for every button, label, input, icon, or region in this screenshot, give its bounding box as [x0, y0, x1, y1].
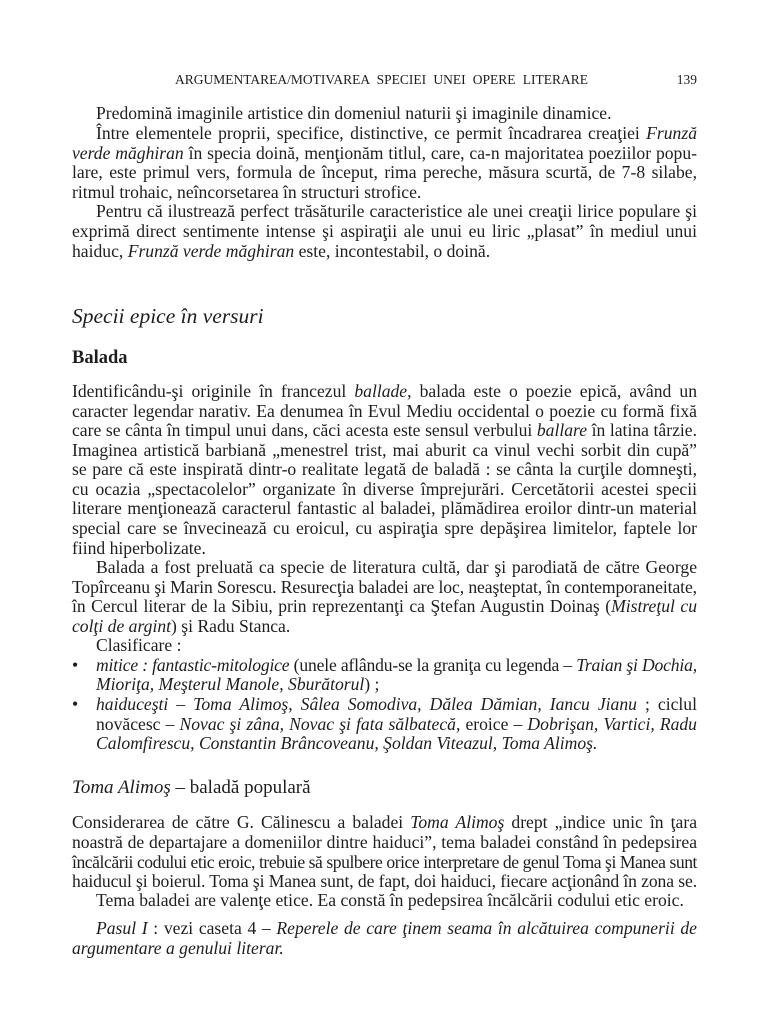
text-run: ) ;	[364, 674, 380, 695]
italic-text-run: mitice : fantastic-mitologice	[96, 654, 290, 675]
body-line	[96, 635, 697, 655]
italic-text-run: Pasul I	[96, 918, 148, 938]
section-heading: Specii epice în versuri	[72, 304, 264, 328]
body-line	[96, 918, 697, 938]
body-line	[96, 557, 697, 577]
list-item-line	[96, 674, 697, 694]
body-line	[72, 577, 697, 597]
italic-text-run: Mioriţa, Meşterul Manole, Sburătorul	[96, 674, 365, 695]
text-run: haiducul şi boierul. Toma şi Manea sunt, de fapt, doi haiduci, fiecare acţionând în zona se.	[72, 871, 697, 891]
italic-text-run: Calomfirescu, Constantin Brâncoveanu, Şoldan Viteazul, Toma Alimoş.	[96, 733, 598, 754]
text-run: literare menţionează caracterul fantastic al baladei, plămădirea eroilor dintr-un material	[72, 498, 697, 519]
body-line	[72, 381, 697, 401]
body-line	[72, 852, 697, 872]
text-run: : vezi caseta 4 –	[147, 918, 277, 938]
text-run: este, incontestabil, o doină.	[294, 241, 491, 261]
body-line	[96, 201, 697, 221]
text-run: Pentru că ilustrează perfect trăsăturile caracteristice ale unei creaţii lirice populare şi	[96, 201, 697, 221]
text-run: Balada a fost preluată ca specie de literatura cultă, dar şi parodiată de către George	[96, 557, 697, 577]
running-header-title: ARGUMENTAREA/MOTIVAREA SPECIEI UNEI OPERE LITERARE	[175, 72, 588, 87]
text-run: eroice	[460, 713, 514, 734]
body-line	[72, 162, 697, 182]
page-number: 139	[676, 72, 697, 87]
text-run: în latina târzie.	[587, 420, 697, 441]
list-item-line	[96, 714, 697, 734]
body-line	[72, 871, 697, 891]
text-run: se pare că este inspirată dintr-o realitate legată de baladă : se cânta la curţile domneşti,	[72, 459, 697, 480]
text-run: care se cânta în timpul unui dans, căci acesta este sensul verbului	[72, 420, 537, 441]
text-run: Topîrceanu şi Marin Sorescu. Resurecţia baladei are loc, neaşteptat, în contemporaneitate,	[72, 576, 697, 597]
text-run: novăcesc	[96, 713, 166, 734]
body-line	[72, 143, 697, 163]
italic-text-run: Toma Alimoş	[72, 777, 171, 798]
text-run: Identificându-şi originile în francezul	[72, 381, 355, 401]
body-line	[96, 103, 697, 123]
italic-text-run: Frunză	[646, 123, 697, 143]
body-line	[72, 241, 697, 261]
italic-text-run: ballare	[536, 420, 588, 441]
body-line	[72, 596, 697, 616]
body-line	[72, 812, 697, 832]
italic-text-run: argumentare a genului literar.	[72, 938, 284, 958]
text-run: fiind hiperbolizate.	[72, 537, 206, 558]
text-run: noastră de departajare a domeniilor dintre haiduci”, tema baladei constând în pedepsirea	[72, 832, 697, 852]
body-line	[72, 440, 697, 460]
text-run: (unele aflându-se la graniţa cu legenda –	[289, 654, 577, 675]
text-run: lare, este primul vers, formula de început, rima pereche, măsura scurtă, de 7-8 silabe,	[72, 162, 697, 182]
text-run: Predomină imaginile artistice din domeniul naturii şi imaginile dinamice.	[96, 103, 612, 123]
text-run: Tema baladei are valenţe etice. Ea constă în pedepsirea încălcării codului etic eroic.	[96, 890, 684, 910]
text-run: cu ocazia „spectacolelor” organizate în diverse împrejurări. Cercetătorii acestei specii	[72, 478, 697, 499]
text-run: ; ciclul	[636, 694, 697, 714]
text-run: , balada este o poezie epică, având un	[407, 381, 697, 401]
text-run: exprimă direct sentimente intense şi aspiraţii ale unui eu liric „plasat” în mediul unui	[72, 221, 697, 241]
body-line	[72, 459, 697, 479]
italic-text-run: Mistreţul cu	[611, 596, 697, 617]
body-line	[72, 616, 697, 636]
text-run: Considerarea de către G. Călinescu a baladei	[72, 812, 411, 832]
list-item	[96, 655, 697, 675]
body-line	[72, 401, 697, 421]
italic-text-run: Traian şi Dochia,	[576, 654, 697, 675]
italic-text-run: verde măghiran	[72, 143, 184, 163]
body-line	[72, 420, 697, 440]
text-run: ) şi Radu Stanca.	[171, 615, 291, 636]
subsection-heading: Balada	[72, 348, 128, 368]
italic-text-run: haiduceşti – Toma Alimoş, Sâlea Somodiva, Dălea Dămian, Iancu Jianu	[96, 694, 637, 714]
body-line	[72, 182, 697, 202]
text-run: caracter legendar narativ. Ea denumea în Evul Mediu occidental o poezie cu formă fixă	[72, 400, 697, 421]
body-line	[72, 479, 697, 499]
text-run: haiduc,	[72, 241, 128, 261]
bullet-marker: •	[72, 694, 79, 714]
body-line	[72, 938, 697, 958]
article-heading	[72, 776, 311, 800]
text-run: încălcării codului etic eroic, trebuie să spulbere orice interpretare de genul Toma şi Manea sunt	[72, 852, 697, 872]
text-run: în Cercul literar de la Sibiu, prin reprezentanţi ca Ştefan Augustin Doinaş (	[72, 596, 612, 617]
list-item-line	[96, 733, 697, 753]
italic-text-run: colţi de argint	[72, 615, 172, 636]
bullet-marker: •	[72, 654, 79, 675]
italic-text-run: Reperele de care ţinem seama în alcătuirea compunerii de	[276, 918, 697, 938]
body-line	[96, 890, 697, 910]
list-item	[96, 694, 697, 714]
body-line	[96, 123, 697, 143]
body-line	[72, 518, 697, 538]
text-run: – baladă populară	[170, 777, 311, 798]
text-run: Între elementele proprii, specifice, distinctive, ce permit încadrarea creaţiei	[96, 123, 647, 143]
body-line	[72, 498, 697, 518]
text-run: Imaginea artistică barbiană „menestrel trist, mai aburit ca vinul vechi sorbit din cupă”	[72, 439, 697, 460]
body-line	[72, 221, 697, 241]
italic-text-run: – Dobrişan, Vartici, Radu	[513, 713, 697, 734]
italic-text-run: ballade	[354, 381, 408, 401]
text-run: special care se învecinează cu eroicul, cu aspiraţia spre depăşirea limitelor, faptele lor	[72, 517, 697, 538]
text-run: ritmul trohaic, neîncorsetarea în structuri strofice.	[72, 182, 422, 202]
italic-text-run: Frunză verde măghiran	[127, 241, 295, 261]
italic-text-run: Toma Alimoş	[410, 812, 505, 832]
italic-text-run: – Novac şi zâna, Novac şi fata sălbatecă,	[165, 713, 461, 734]
text-run: în specia doină, menţionăm titlul, care, ca-n majoritatea poeziilor popu-	[183, 143, 697, 163]
body-line	[72, 538, 697, 558]
body-line	[72, 832, 697, 852]
text-run: drept „indice unic în ţara	[504, 812, 697, 832]
text-run: Clasificare :	[96, 635, 182, 656]
